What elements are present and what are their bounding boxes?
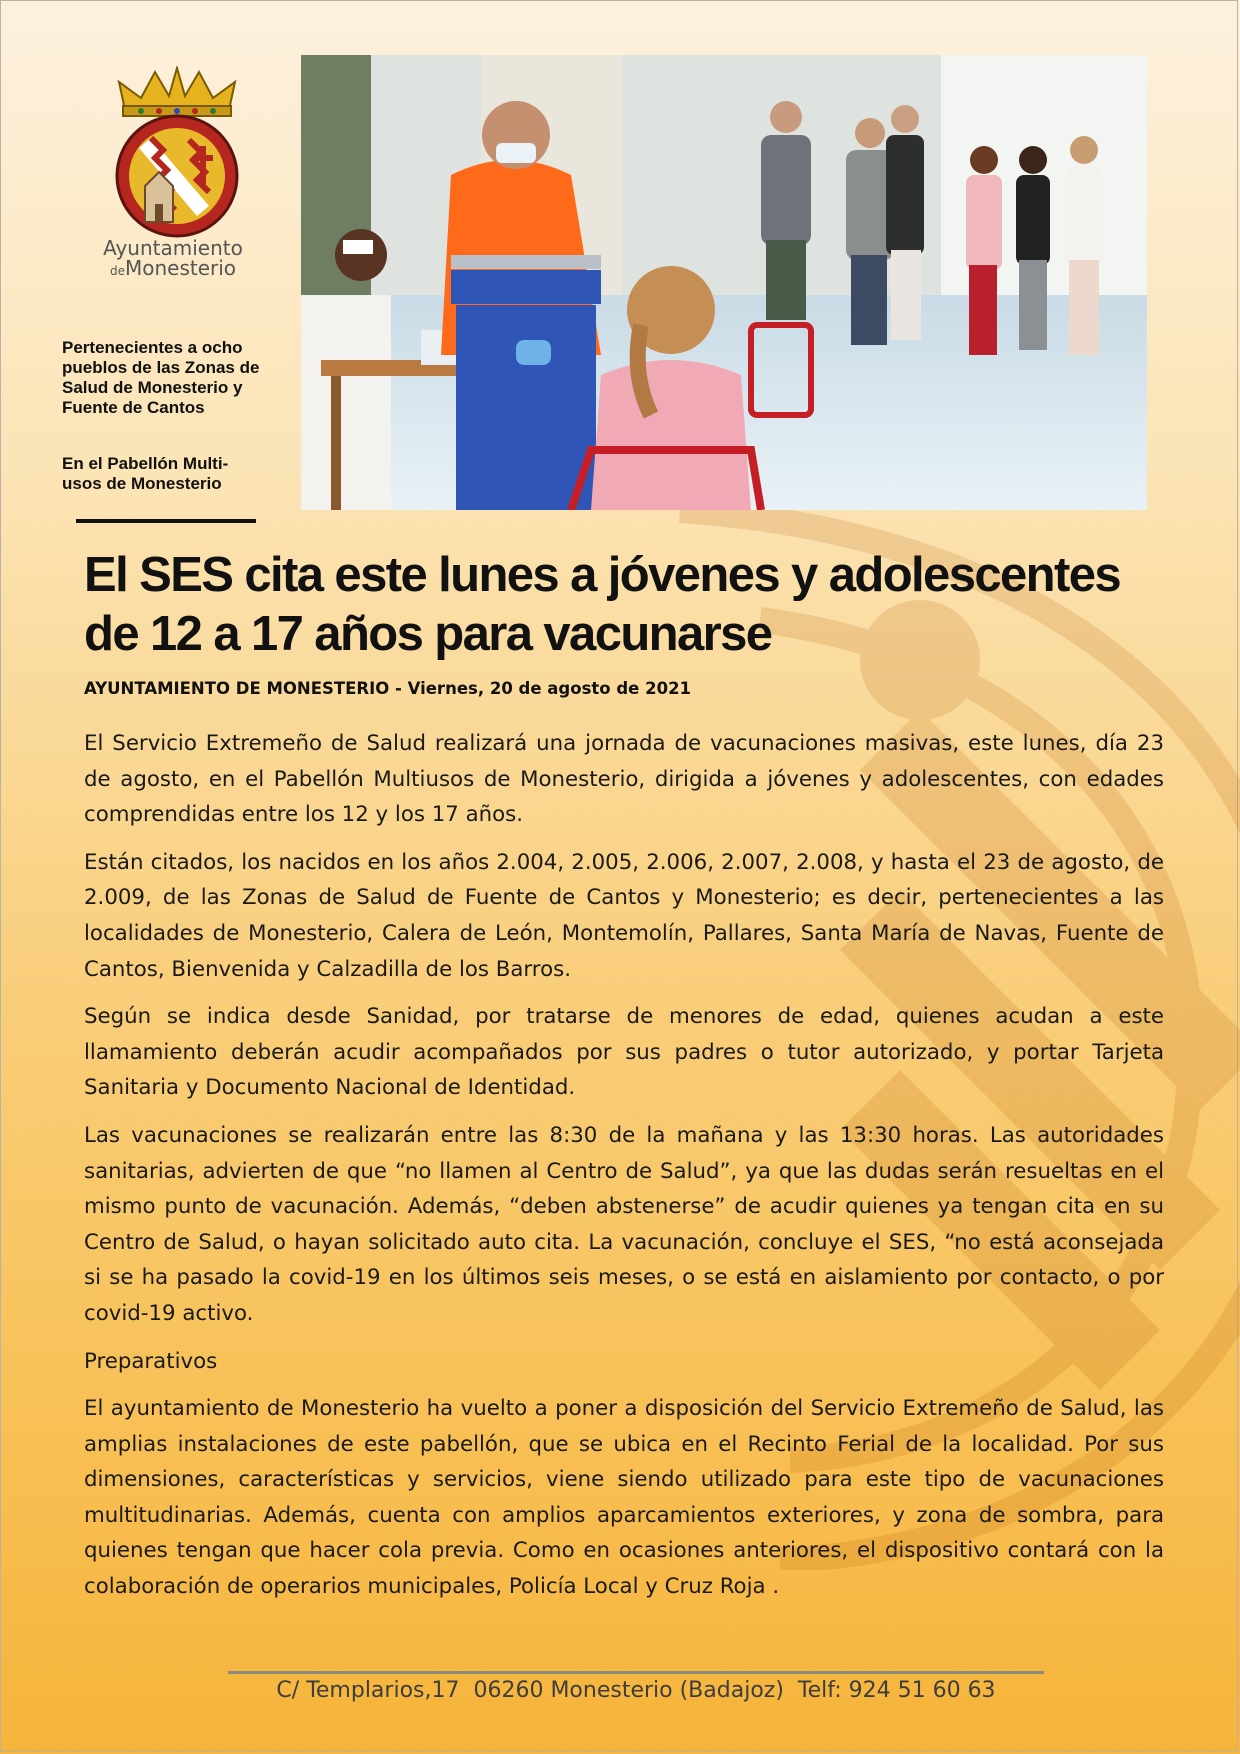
paragraph-1: El Servicio Extremeño de Salud realizará una jornada de vacunaciones masivas, este lunes, día 23 de agosto, en el Pabellón Multiusos de Monesterio, dirigida a jóvenes y adolescentes, con edades comprendidas entre los 12 y los 17 años. (84, 731, 1164, 828)
logo-line-1: Ayuntamiento (103, 236, 243, 260)
article-body (84, 726, 1164, 1617)
vaccination-scene-image (301, 55, 1147, 510)
logo-line-2: Monesterio (124, 256, 237, 280)
vaccination-photo (301, 55, 1147, 510)
paragraph-2: Están citados, los nacidos en los años 2.004, 2.005, 2.006, 2.007, 2.008, y hasta el 23 de agosto, de 2.009, de las Zonas de Salud de Fuente de Cantos y Monesterio; es decir, pertenecientes a las localidades de Monesterio, Calera de León, Montemolín, Pallares, Santa María de Navas, Fuente de Cantos, Bienvenida y Calzadilla de los Barros. (84, 849, 1164, 982)
side-divider (76, 519, 256, 523)
paragraph-5: El ayuntamiento de Monesterio ha vuelto a poner a disposición del Servicio Extremeño de Salud, las amplias instalaciones de este pabellón, que se ubica en el Recinto Ferial de la localidad. Por sus dimensiones, características y servicios, viene siendo utilizado para este tipo de vacunaciones multitudinarias. Además, cuenta con amplios aparcamientos exteriores, y zona de sombra, para quienes tengan que hacer cola previa. Como en ocasiones anteriores, el dispositivo contará con la colaboración de operarios municipales, Policía Local y Cruz Roja . (84, 1396, 1164, 1600)
municipal-logo (103, 66, 253, 278)
side-note-2: En el Pabellón Multi-usos de Monesterio (62, 454, 229, 493)
subheading-preparativos: Preparativos (84, 1348, 218, 1374)
footer-divider (228, 1671, 1044, 1674)
paragraph-4: Las vacunaciones se realizarán entre las 8:30 de la mañana y las 13:30 horas. Las autoridades sanitarias, advierten de que “no llamen al Centro de Salud”, ya que las dudas serán resueltas en el mismo punto de vacunación. Además, “deben abstenerse” de acudir quienes ya tengan cita en su Centro de Salud, o hayan solicitado auto cita. La vacunación, concluye el SES, “no está aconsejada si se ha pasado la covid-19 en los últimos seis meses, o se está en aislamiento por contacto, o por covid-19 activo. (84, 1122, 1164, 1326)
article-headline: El SES cita este lunes a jóvenes y adolescentes de 12 a 17 años para vacunarse (84, 548, 1121, 661)
footer-address: C/ Templarios,17 06260 Monesterio (Badajoz) Telf: 924 51 60 63 (276, 1678, 996, 1703)
logo-text (103, 238, 243, 278)
monesterio-crest-icon (111, 66, 243, 238)
logo-line-2-prefix: de (109, 264, 125, 278)
article-byline: AYUNTAMIENTO DE MONESTERIO - Viernes, 20 de agosto de 2021 (84, 679, 692, 698)
paragraph-3: Según se indica desde Sanidad, por tratarse de menores de edad, quienes acudan a este llamamiento deberán acudir acompañados por sus padres o tutor autorizado, y portar Tarjeta Sanitaria y Documento Nacional de Identidad. (84, 1004, 1164, 1101)
side-note-1: Pertenecientes a ocho pueblos de las Zonas de Salud de Monesterio y Fuente de Cantos (62, 338, 260, 417)
